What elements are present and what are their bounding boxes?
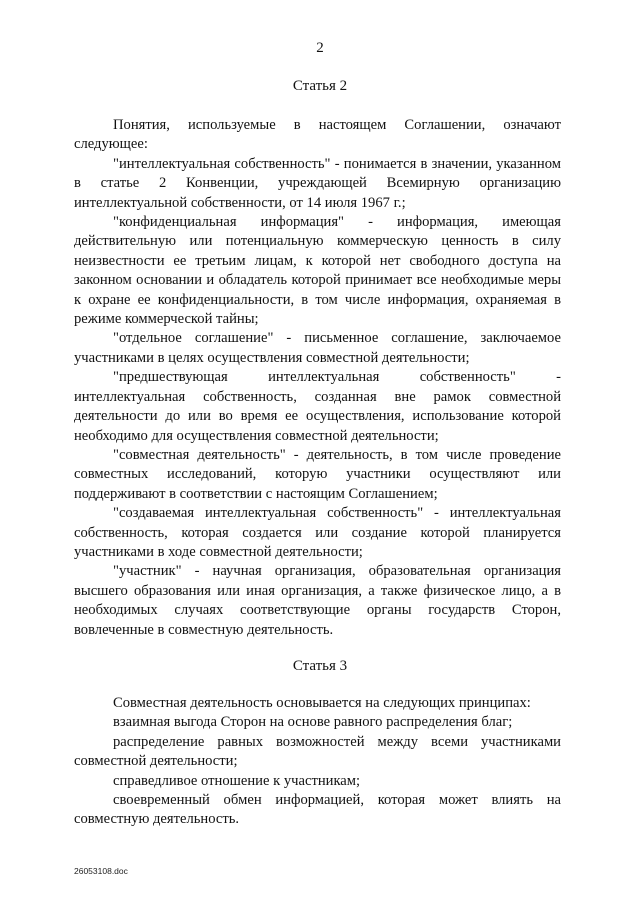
article-2-paragraph: "отдельное соглашение" - письменное соглашение, заключаемое участниками в целях осуществления совместной деятельности; (74, 330, 561, 366)
article-2-paragraph: "участник" - научная организация, образовательная организация высшего образования или иная организация, а также физическое лицо, а в необходимых случаях соответствующие органы государств Сторон, вовлеченные в совместную деятельность. (74, 563, 561, 638)
article-2-paragraph: "конфиденциальная информация" - информация, имеющая действительную или потенциальную коммерческую ценность в силу неизвестности ее третьим лицам, к которой нет свободного доступа на законном основании и обладатель которой принимает все необходимые меры к охране ее конфиденциальности, в том числе информация, охраняемая в режиме коммерческой тайны; (74, 214, 561, 328)
footer-file-name: 26053108.doc (74, 866, 128, 876)
article-3-heading: Статья 3 (292, 658, 348, 674)
article-3-paragraph: Совместная деятельность основывается на следующих принципах: (113, 695, 531, 711)
article-3-paragraph: взаимная выгода Сторон на основе равного распределения благ; (113, 714, 513, 731)
article-2-paragraph: "совместная деятельность" - деятельность, в том числе проведение совместных исследований, которую участники осуществляют или поддерживают в соответствии с настоящим Соглашением; (74, 446, 561, 502)
article-2-paragraph: Понятия, используемые в настоящем Соглашении, означают следующее: (74, 117, 561, 153)
article-3-paragraph: своевременный обмен информацией, которая может влиять на совместную деятельность. (74, 792, 561, 828)
page-number: 2 (316, 40, 324, 56)
article-2-paragraph: "создаваемая интеллектуальная собственность" - интеллектуальная собственность, которая создается или создание которой планируется участниками в ходе совместной деятельности; (74, 505, 561, 560)
article-3-body (74, 694, 561, 830)
article-3-paragraph: справедливое отношение к участникам; (113, 772, 361, 789)
article-2-heading: Статья 2 (292, 78, 348, 94)
article-2-body (74, 116, 561, 640)
article-2-paragraph: "интеллектуальная собственность" - понимается в значении, указанном в статье 2 Конвенции, учреждающей Всемирную организацию интеллектуальной собственности, от 14 июля 1967 г.; (74, 155, 561, 211)
article-3-paragraph: распределение равных возможностей между всеми участниками совместной деятельности; (74, 733, 561, 770)
article-2-paragraph: "предшествующая интеллектуальная собственность" - интеллектуальная собственность, созданная вне рамок совместной деятельности до или во время ее осуществления, использование которой необходимо для осуществления совместной деятельности; (74, 369, 561, 444)
